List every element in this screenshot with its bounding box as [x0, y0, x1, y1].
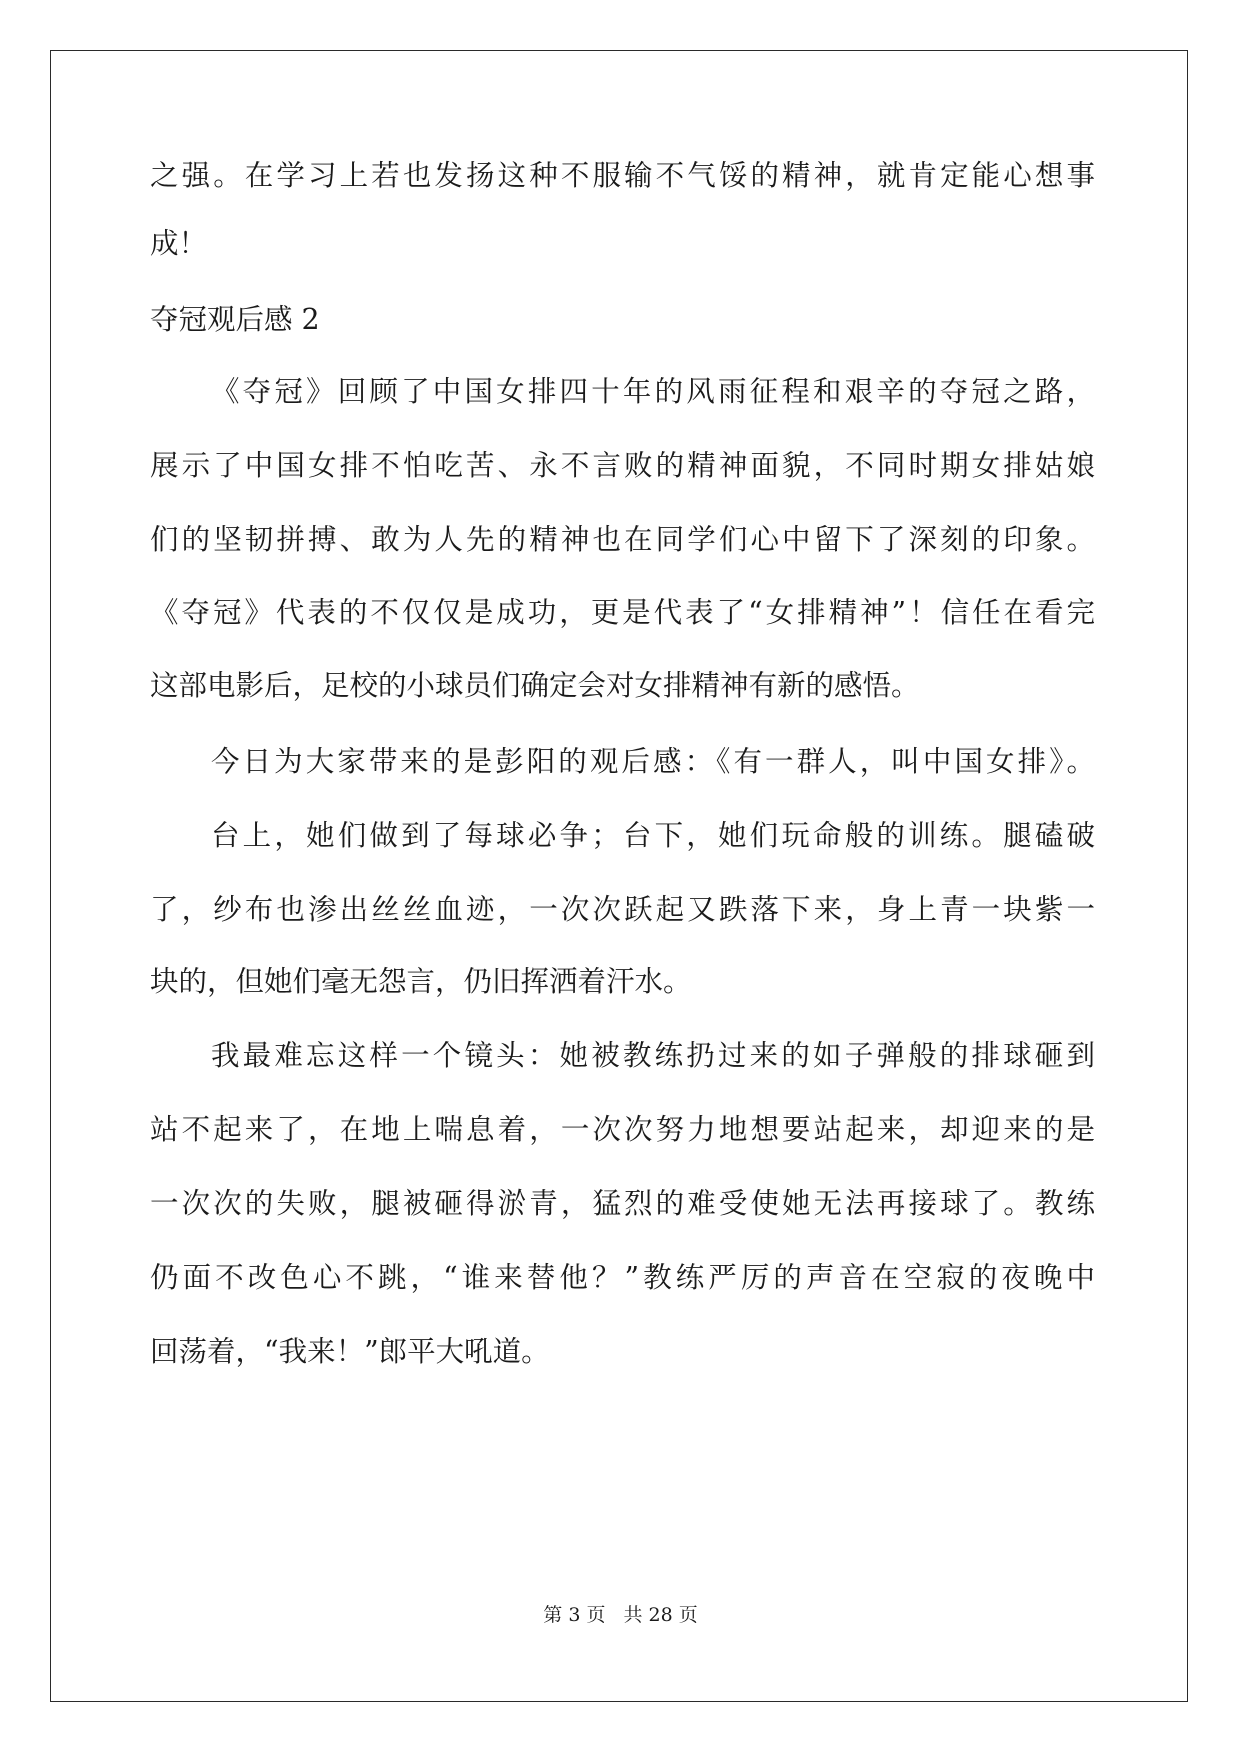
body-line-4: 展示了中国女排不怕吃苦、永不言败的精神面貌，不同时期女排姑娘 — [150, 449, 1095, 482]
body-line-8: 今日为大家带来的是彭阳的观后感：《有一群人，叫中国女排》。 — [211, 745, 1095, 778]
body-line-15: 仍面不改色心不跳，“谁来替他？”教练严厉的声音在空寂的夜晚中 — [150, 1261, 1095, 1294]
section-heading: 夺冠观后感 2 — [150, 303, 320, 336]
body-line-6: 《夺冠》代表的不仅仅是成功，更是代表了“女排精神”！信任在看完 — [150, 596, 1095, 629]
body-line-10: 了，纱布也渗出丝丝血迹，一次次跃起又跌落下来，身上青一块紫一 — [150, 893, 1095, 926]
body-line-11: 块的，但她们毫无怨言，仍旧挥洒着汗水。 — [150, 965, 692, 998]
body-line-7: 这部电影后，足校的小球员们确定会对女排精神有新的感悟。 — [150, 669, 920, 702]
page-number-total: 共 28 页 — [623, 1604, 698, 1626]
body-line-3: 《夺冠》回顾了中国女排四十年的风雨征程和艰辛的夺冠之路， — [211, 375, 1095, 408]
body-line-14: 一次次的失败，腿被砸得淤青，猛烈的难受使她无法再接球了。教练 — [150, 1187, 1095, 1220]
body-line-13: 站不起来了，在地上喘息着，一次次努力地想要站起来，却迎来的是 — [150, 1113, 1095, 1146]
body-line-9: 台上，她们做到了每球必争；台下，她们玩命般的训练。腿磕破 — [211, 819, 1095, 852]
page-footer — [0, 1603, 1241, 1627]
body-line-2: 成！ — [150, 227, 208, 260]
body-line-1: 之强。在学习上若也发扬这种不服输不气馁的精神，就肯定能心想事 — [150, 159, 1095, 192]
body-line-5: 们的坚韧拼搏、敢为人先的精神也在同学们心中留下了深刻的印象。 — [150, 523, 1095, 556]
page-border — [50, 50, 1188, 1702]
body-line-12: 我最难忘这样一个镜头：她被教练扔过来的如子弹般的排球砸到 — [211, 1039, 1095, 1072]
page-number-current: 第 3 页 — [543, 1604, 606, 1626]
body-line-16: 回荡着，“我来！”郎平大吼道。 — [150, 1335, 550, 1368]
